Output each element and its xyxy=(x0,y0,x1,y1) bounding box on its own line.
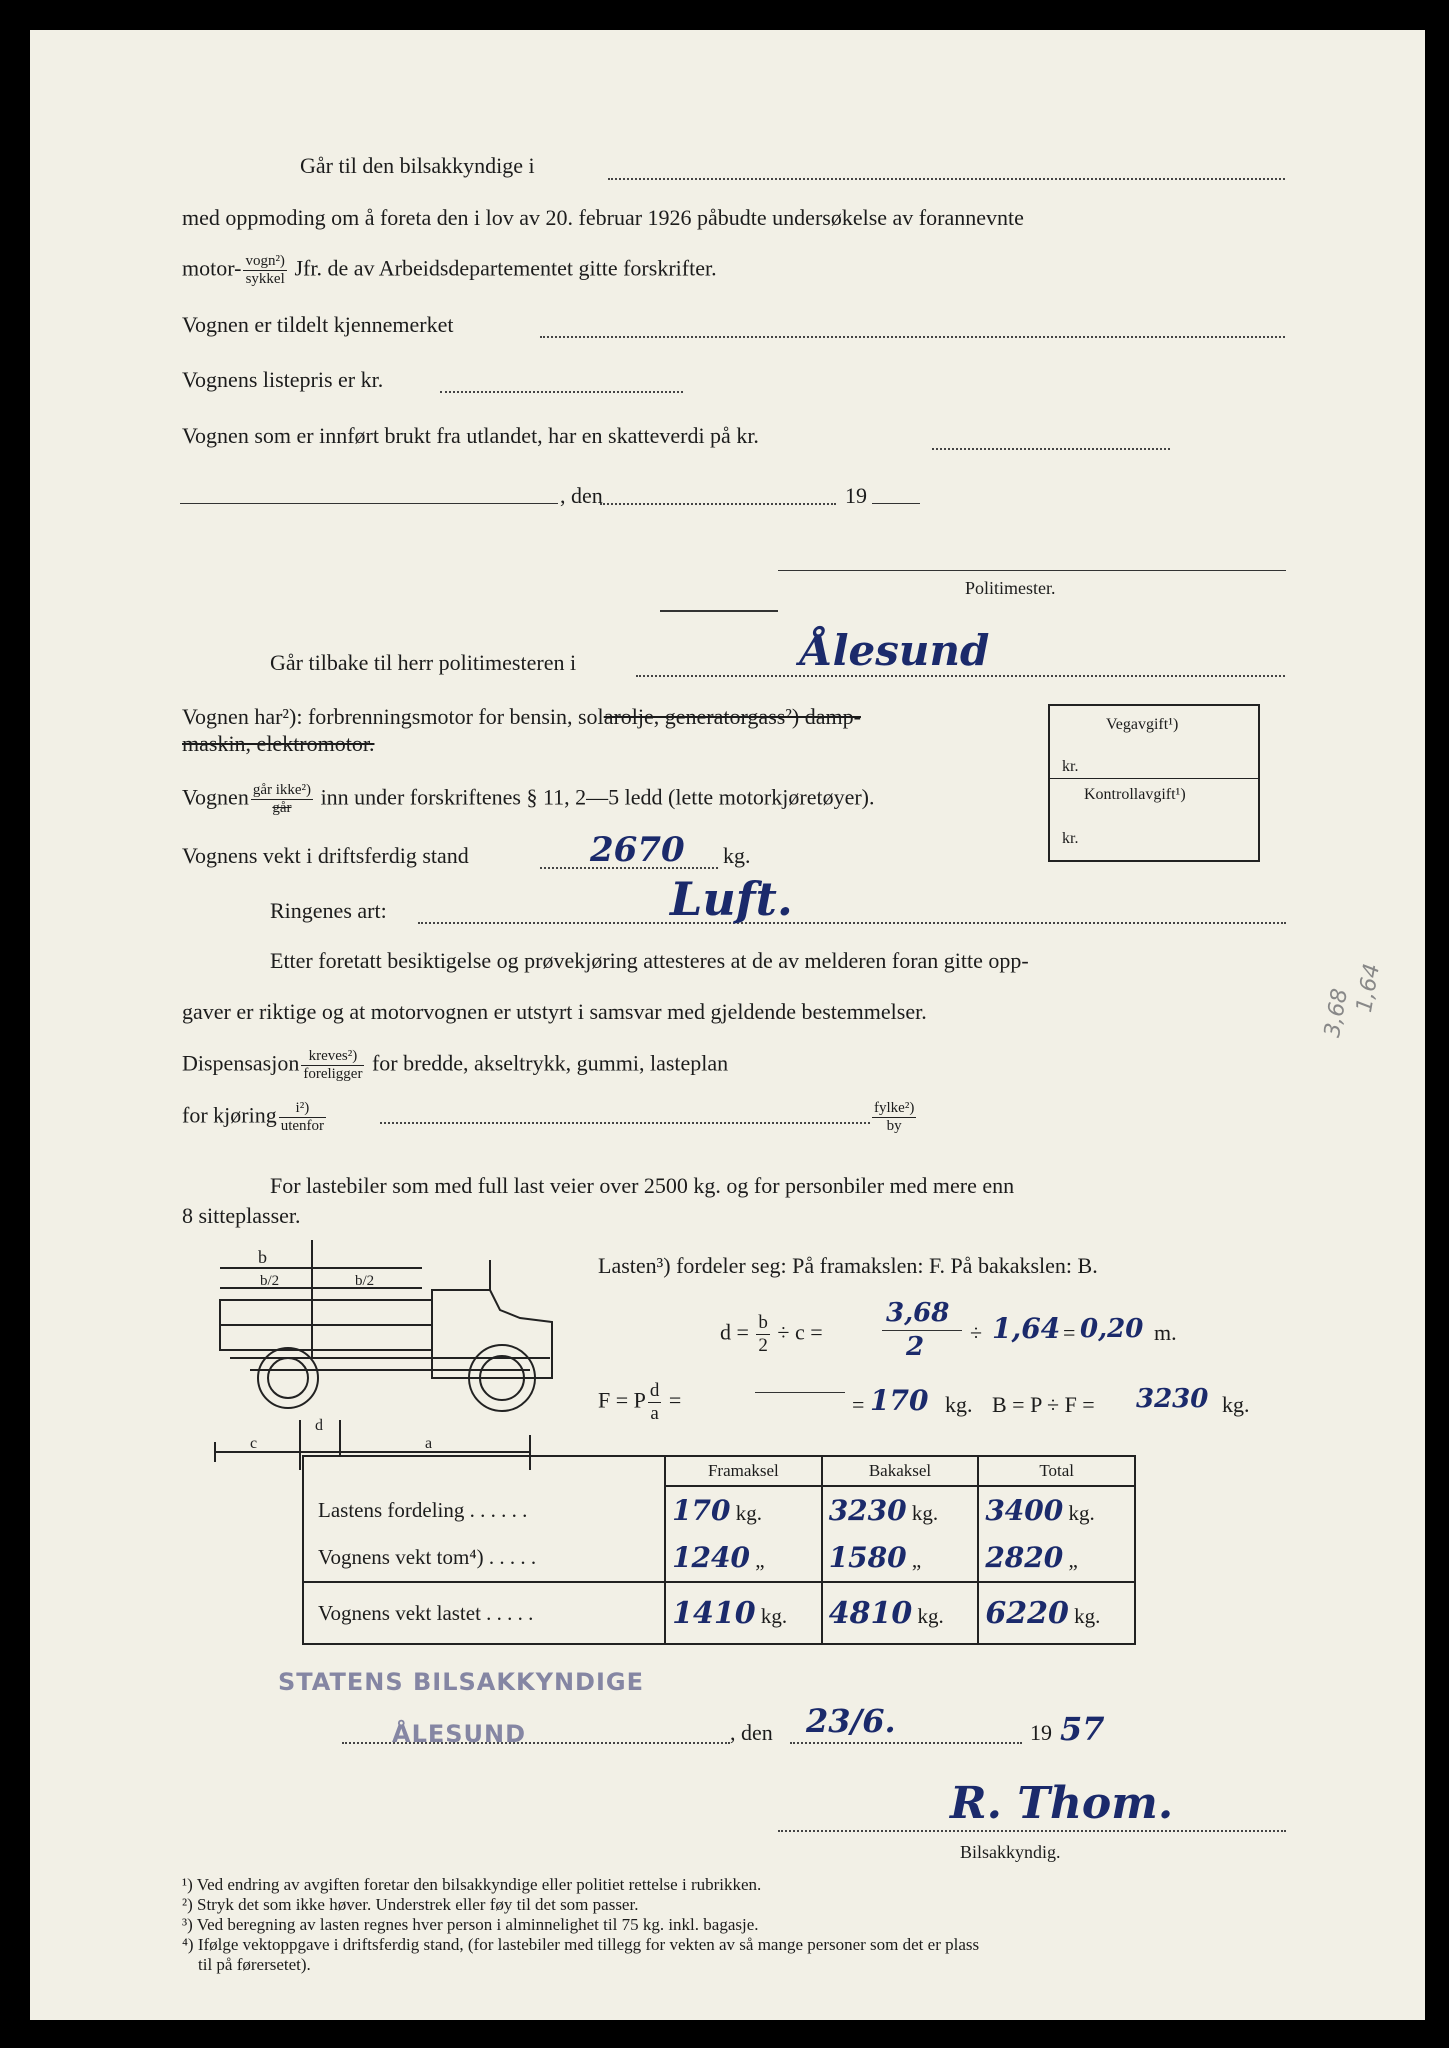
diagram-label-a: a xyxy=(425,1435,433,1452)
header-line-2: med oppmoding om å foreta den i lov av 20. februar 1926 påbudte undersøkelse av forannevnte xyxy=(182,205,1024,230)
unit: kg. xyxy=(911,1501,939,1525)
hand-date: 23/6. xyxy=(806,1702,896,1740)
field-date[interactable] xyxy=(600,503,836,505)
cell-lastens-bak: 3230 xyxy=(828,1494,907,1527)
lasten-line: Lasten³) fordeler seg: På framakslen: F. På bakakslen: B. xyxy=(598,1253,1098,1278)
d-unit: m. xyxy=(1154,1320,1177,1345)
field-skatteverdi[interactable] xyxy=(932,448,1170,450)
d-eq: d = xyxy=(720,1319,749,1345)
b-unit: kg. xyxy=(1222,1392,1250,1417)
field-listepris[interactable] xyxy=(440,391,683,393)
f-a: a xyxy=(650,1403,659,1424)
diagram-label-half-2: b/2 xyxy=(355,1273,375,1289)
label-den-2: , den xyxy=(730,1720,773,1745)
label-year-prefix: 19 xyxy=(845,483,867,508)
label-year-prefix-2: 19 xyxy=(1030,1720,1052,1745)
b-eq: B = P ÷ F = xyxy=(992,1392,1095,1417)
d-formula xyxy=(720,1312,823,1357)
f-d: d xyxy=(649,1380,660,1401)
vognen-har-struck-2: maskin, elektromotor. xyxy=(182,731,375,756)
cell-lastet-fram: 1410 xyxy=(672,1595,756,1631)
frac-gar: går xyxy=(272,800,292,816)
cell-lastens-fram: 170 xyxy=(672,1494,731,1527)
label-innfort: Vognen som er innført brukt fra utlandet, har en skatteverdi på kr. xyxy=(182,423,759,448)
label-bilsakkyndig: Bilsakkyndig. xyxy=(960,1842,1061,1862)
frac-utenfor: utenfor xyxy=(280,1118,325,1134)
disp-label: Dispensasjon xyxy=(182,1050,300,1076)
unit: kg. xyxy=(735,1501,763,1525)
footnote-1: ¹) Ved endring av avgiften foretar den bilsakkyndige eller politiet rettelse i rubrikken. xyxy=(182,1875,762,1894)
d-minus-2: ÷ xyxy=(970,1320,983,1345)
cell-tom-total: 2820 xyxy=(985,1541,1064,1574)
frac-kreves: kreves²) xyxy=(301,1048,364,1066)
frac-i: i²) xyxy=(279,1100,326,1118)
field-kjennemerket[interactable] xyxy=(540,336,1285,338)
d-two: 2 xyxy=(758,1335,768,1356)
unit: „ xyxy=(1068,1548,1078,1572)
d-eq2: = xyxy=(1063,1320,1076,1345)
row-label-tom: Vognens vekt tom⁴) . . . . . xyxy=(303,1534,665,1582)
attest-line-2: gaver er riktige og at motorvognen er utstyrt i samsvar med gjeldende bestemmelser. xyxy=(182,999,927,1024)
cell-lastet-bak: 4810 xyxy=(828,1595,913,1631)
document-page xyxy=(30,30,1425,2020)
footnote-4: ⁴) Ifølge vektoppgave i driftsferdig stand, (for lastebiler med tillegg for vekten av så mange personer som det er plass xyxy=(182,1935,980,1954)
cell-tom-fram: 1240 xyxy=(672,1541,751,1574)
gar-prefix: Vognen xyxy=(182,784,249,810)
unit: kg. xyxy=(917,1603,944,1628)
hand-d-result: 0,20 xyxy=(1080,1314,1144,1344)
stamp-line-2: ÅLESUND xyxy=(392,1720,527,1748)
hand-signature: R. Thom. xyxy=(950,1778,1174,1829)
label-kjennemerket: Vognen er tildelt kjennemerket xyxy=(182,312,454,337)
hand-d-num: 3,68 xyxy=(886,1298,950,1328)
motor-rest: Jfr. de av Arbeidsdepartementet gitte forskrifter. xyxy=(294,255,717,281)
label-ringenes: Ringenes art: xyxy=(270,898,387,923)
pencil-note-1: 3,68 xyxy=(1320,986,1354,1040)
field-place-2[interactable] xyxy=(342,1742,730,1744)
truck-diagram xyxy=(190,1230,590,1480)
frac-by: by xyxy=(886,1118,902,1134)
frac-vogn: vogn²) xyxy=(245,253,285,269)
label-politimester: Politimester. xyxy=(965,578,1056,598)
frac-gar-ikke: går ikke²) xyxy=(252,782,312,798)
unit: „ xyxy=(911,1548,922,1572)
cell-tom-bak: 1580 xyxy=(828,1541,907,1574)
footnote-2: ²) Stryk det som ikke høver. Understrek eller føy til det som passer. xyxy=(182,1895,639,1914)
gar-rest: inn under forskriftenes § 11, 2—5 ledd (lette motorkjøretøyer). xyxy=(320,784,875,810)
unit: kg. xyxy=(1068,1501,1095,1525)
field-place[interactable] xyxy=(180,503,558,504)
stamp-line-1: STATENS BILSAKKYNDIGE xyxy=(278,1668,644,1696)
kjoring-label: for kjøring xyxy=(182,1102,277,1128)
label-vegavgift: Vegavgift¹) xyxy=(1106,716,1179,733)
diagram-label-d: d xyxy=(315,1417,323,1434)
row-label-lastet: Vognens vekt lastet . . . . . xyxy=(303,1582,665,1644)
d-b-over: b xyxy=(758,1312,768,1333)
field-kjoring[interactable] xyxy=(380,1122,870,1124)
hand-year: 57 xyxy=(1060,1710,1105,1748)
gar-line xyxy=(182,782,874,817)
f-eq2: = xyxy=(668,1387,682,1413)
label-gar-tilbake: Går tilbake til herr politimesteren i xyxy=(270,650,577,675)
label-kontrollavgift: Kontrollavgift¹) xyxy=(1084,786,1186,803)
label-vekt-unit: kg. xyxy=(723,843,751,868)
header-framaksel: Framaksel xyxy=(665,1456,822,1486)
cell-lastet-total: 6220 xyxy=(985,1595,1069,1631)
pencil-note-2: 1,64 xyxy=(1352,961,1386,1015)
dispensasjon-line xyxy=(182,1048,728,1083)
vognen-har-line xyxy=(182,704,861,730)
d-minus-c: ÷ c = xyxy=(777,1319,823,1345)
unit: kg. xyxy=(1074,1603,1101,1628)
motor-prefix: motor- xyxy=(182,255,242,281)
diagram-label-half-1: b/2 xyxy=(260,1273,280,1289)
header-line-3 xyxy=(182,253,717,288)
label-den: , den xyxy=(560,483,603,508)
field-year[interactable] xyxy=(872,503,920,504)
hand-d-c: 1,64 xyxy=(992,1312,1061,1345)
fylke-frac xyxy=(870,1100,918,1135)
handwritten-ringenes: Luft. xyxy=(670,872,793,926)
truck-cab xyxy=(432,1290,552,1378)
handwritten-vekt: 2670 xyxy=(590,830,685,870)
header-line-1: Går til den bilsakkyndige i xyxy=(300,153,535,178)
signature-line-bilsakkyndig[interactable] xyxy=(778,1830,1286,1832)
lastebiler-line-2: 8 sitteplasser. xyxy=(182,1203,301,1228)
fee-box xyxy=(1048,704,1260,862)
label-kr-2: kr. xyxy=(1062,830,1079,847)
f-unit: kg. xyxy=(945,1392,973,1417)
hand-b-value: 3230 xyxy=(1136,1384,1209,1414)
footnote-3: ³) Ved beregning av lasten regnes hver person i alminnelighet til 75 kg. inkl. bagasje. xyxy=(182,1915,759,1934)
vognen-har-struck: arolje, generatorgass²) damp- xyxy=(603,704,861,729)
unit: „ xyxy=(755,1548,765,1572)
unit: kg. xyxy=(760,1603,788,1628)
label-listepris: Vognens listepris er kr. xyxy=(182,367,384,392)
f-eq3: = xyxy=(852,1392,865,1417)
label-kr-1: kr. xyxy=(1062,758,1079,775)
disp-rest: for bredde, akseltrykk, gummi, lasteplan xyxy=(371,1050,729,1076)
load-table xyxy=(302,1455,1136,1645)
cell-lastens-total: 3400 xyxy=(985,1494,1064,1527)
row-label-lastens: Lastens fordeling . . . . . . xyxy=(303,1486,665,1534)
hand-f-value: 170 xyxy=(870,1384,929,1417)
hand-d-den: 2 xyxy=(906,1332,925,1362)
diagram-label-c: c xyxy=(250,1435,258,1452)
handwritten-place: Ålesund xyxy=(800,626,990,675)
field-date-2[interactable] xyxy=(790,1742,1022,1744)
diagram-label-b: b xyxy=(258,1247,267,1267)
field-ringenes[interactable] xyxy=(418,922,1286,924)
separator xyxy=(660,610,778,612)
frac-fylke: fylke²) xyxy=(874,1100,915,1116)
f-eq: F = P xyxy=(598,1387,646,1413)
vognen-har-text: Vognen har²): forbrenningsmotor for bensin, sol xyxy=(182,704,604,729)
label-vekt: Vognens vekt i driftsferdig stand xyxy=(182,843,469,868)
header-total: Total xyxy=(978,1456,1135,1486)
attest-line-1: Etter foretatt besiktigelse og prøvekjøring attesteres at de av melderen foran gitte opp- xyxy=(270,948,1029,973)
footnote-4-cont: til på førersetet). xyxy=(198,1955,311,1974)
f-formula xyxy=(598,1380,681,1425)
field-bilsakkyndige[interactable] xyxy=(608,178,1285,180)
signature-line-politimester[interactable] xyxy=(778,570,1286,571)
kjoring-line xyxy=(182,1100,328,1135)
header-bakaksel: Bakaksel xyxy=(822,1456,979,1486)
lastebiler-line-1: For lastebiler som med full last veier over 2500 kg. og for personbiler med mere enn xyxy=(270,1173,1015,1198)
frac-foreligger: foreligger xyxy=(303,1066,363,1082)
frac-sykkel: sykkel xyxy=(245,271,285,287)
field-politimester-place[interactable] xyxy=(636,675,1285,677)
